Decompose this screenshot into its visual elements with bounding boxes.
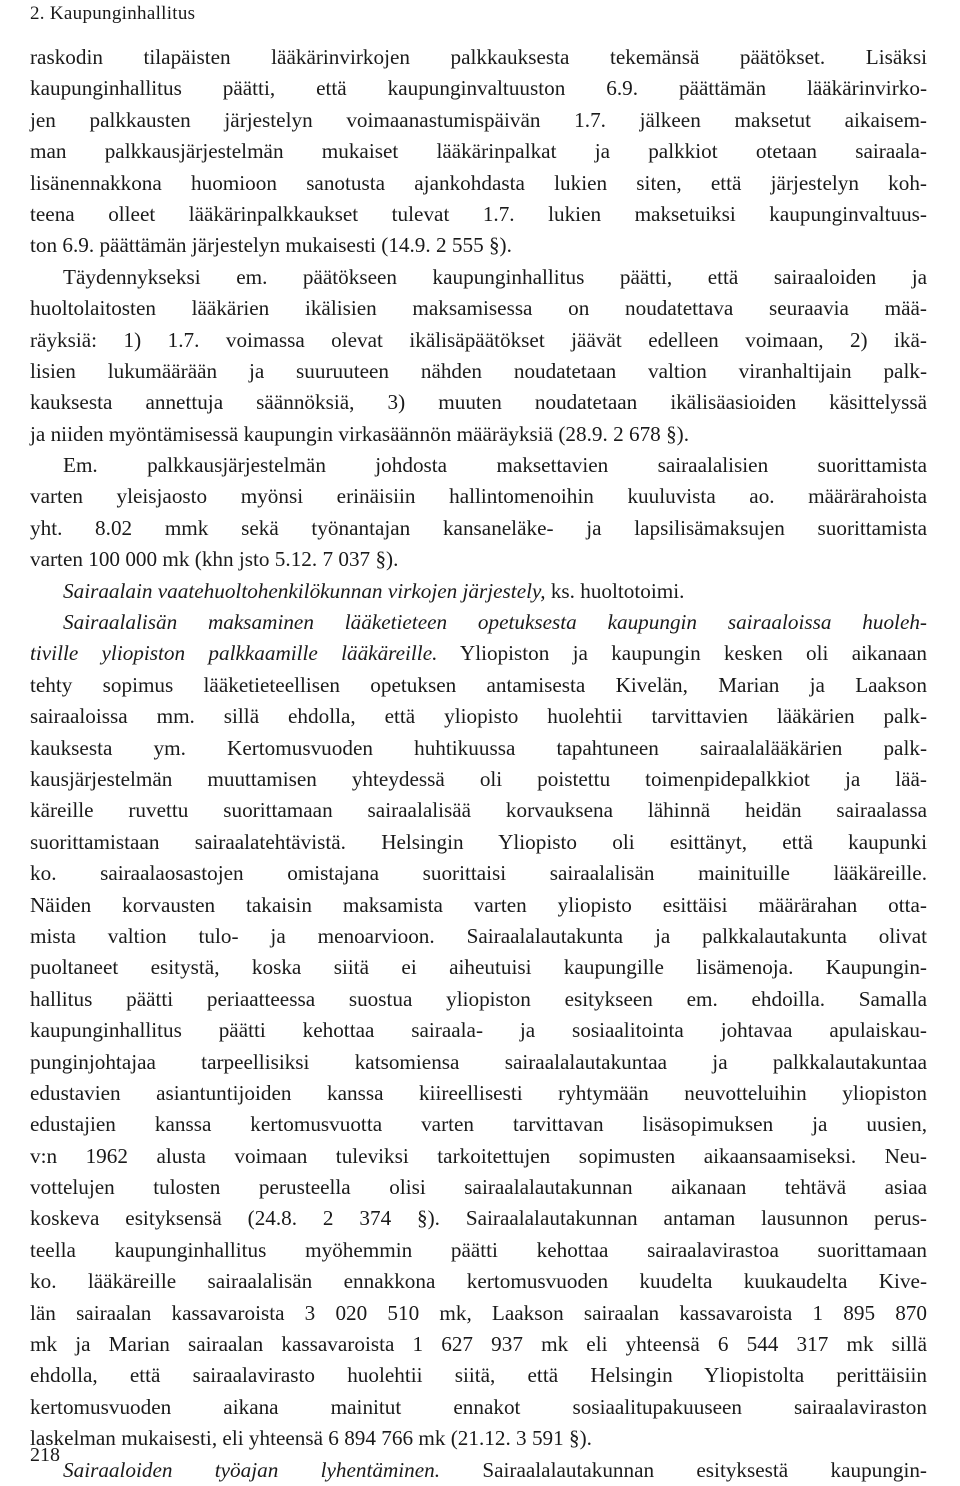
text-line xyxy=(30,1360,927,1391)
text-line xyxy=(30,325,927,356)
line-text: jen palkkausten järjestelyn voimaanastumispäivän 1.7. jälkeen maksetut aikaisem- xyxy=(30,107,927,132)
line-text: teena olleet lääkärinpalkkaukset tulevat 1.7. lukien maksetuiksi kaupunginvaltuus- xyxy=(30,201,927,226)
running-head: 2. Kaupunginhallitus xyxy=(30,3,196,24)
line-text: Yliopiston ja kaupungin kesken oli aikanaan xyxy=(437,641,927,666)
text-line xyxy=(30,1109,927,1140)
body-text xyxy=(30,42,927,1486)
italic-heading: Sairaalalisän maksaminen lääketieteen opetuksesta kaupungin sairaaloissa huoleh- xyxy=(63,610,927,635)
text-line xyxy=(30,670,927,701)
text-line xyxy=(30,450,927,481)
text-line xyxy=(30,890,927,921)
text-line xyxy=(30,1266,927,1297)
line-text: varten yleisjaosto myönsi erinäisiin hallintomenoihin kuuluvista ao. määrärahoista xyxy=(30,484,927,509)
text-line xyxy=(30,1235,927,1266)
line-text: punginjohtajaa tarpeellisiksi katsomiensa sairaalalautakuntaa ja palkkalautakuntaa xyxy=(30,1049,927,1074)
line-text: kausjärjestelmän muuttamisen yhteydessä oli poistettu toimenpidepalkkiot ja lää- xyxy=(30,766,927,791)
text-line xyxy=(30,293,927,324)
text-line xyxy=(30,984,927,1015)
text-line xyxy=(30,764,927,795)
line-text: huoltolaitosten lääkärien ikälisien maksamisessa on noudatettava seuraavia mää- xyxy=(30,296,927,321)
text-line xyxy=(30,42,927,73)
line-text: Näiden korvausten takaisin maksamista varten yliopisto esittäisi määrärahan otta- xyxy=(30,892,927,917)
line-text: vottelujen tulosten perusteella olisi sairaalalautakunnan aikanaan tehtävä asiaa xyxy=(30,1175,927,1200)
text-line xyxy=(30,607,927,638)
line-text: ehdolla, että sairaalavirasto huolehtii siitä, että Helsingin Yliopistolta perittäisiin xyxy=(30,1363,927,1388)
line-text: man palkkausjärjestelmän mukaiset lääkärinpalkat ja palkkiot otetaan sairaala- xyxy=(30,139,927,164)
line-text: laskelman mukaisesti, eli yhteensä 6 894 766 mk (21.12. 3 591 §). xyxy=(30,1426,592,1451)
text-line xyxy=(30,701,927,732)
line-text: edustajien kanssa kertomusvuotta varten tarvittavan lisäsopimuksen ja uusien, xyxy=(30,1112,927,1137)
line-text: Em. palkkausjärjestelmän johdosta maksettavien sairaalalisien suorittamista xyxy=(63,453,927,478)
italic-heading: Sairaalain vaatehuoltohenkilökunnan virkojen järjestely, xyxy=(63,578,546,603)
text-line xyxy=(30,1172,927,1203)
text-line xyxy=(30,827,927,858)
text-line xyxy=(30,199,927,230)
line-text: yht. 8.02 mmk sekä työnantajan kansaneläke- ja lapsilisämaksujen suorittamista xyxy=(30,515,927,540)
text-line xyxy=(30,136,927,167)
line-text: mista valtion tulo- ja menoarvioon. Sairaalalautakunta ja palkkalautakunta olivat xyxy=(30,923,927,948)
line-text: län sairaalan kassavaroista 3 020 510 mk, Laakson sairaalan kassavaroista 1 895 870 xyxy=(30,1300,927,1325)
line-text: kauksesta ym. Kertomusvuoden huhtikuussa tapahtuneen sairaalalääkärien palk- xyxy=(30,735,927,760)
line-text: mk ja Marian sairaalan kassavaroista 1 627 937 mk eli yhteensä 6 544 317 mk sillä xyxy=(30,1332,927,1357)
text-line xyxy=(30,230,927,261)
line-text: lisänennakkona huomioon sanotusta ajankohdasta lukien siten, että järjestelyn koh- xyxy=(30,170,927,195)
line-text: ko. sairaalaosastojen omistajana suorittaisi sairaalalisän mainituille lääkäreille. xyxy=(30,861,927,886)
text-line xyxy=(30,1047,927,1078)
text-line xyxy=(30,795,927,826)
line-text: tehty sopimus lääketieteellisen opetuksen antamisesta Kivelän, Marian ja Laakson xyxy=(30,672,927,697)
line-text: kertomusvuoden aikana mainitut ennakot sosiaalitupakuuseen sairaalaviraston xyxy=(30,1394,927,1419)
text-line xyxy=(30,1141,927,1172)
line-text: käreille ruvettu suorittamaan sairaalalisää korvauksena lähinnä heidän sairaalassa xyxy=(30,798,927,823)
text-line xyxy=(30,262,927,293)
text-line xyxy=(30,73,927,104)
line-text: kauksesta annettuja säännöksiä, 3) muuten noudatetaan ikälisäasioiden käsittelyssä xyxy=(30,390,927,415)
line-text: suorittamistaan sairaalatehtävistä. Helsingin Yliopisto oli esittänyt, että kaupunki xyxy=(30,829,927,854)
line-text: kaupunginhallitus päätti kehottaa sairaala- ja sosiaalitointa johtavaa apulaiskau- xyxy=(30,1018,927,1043)
line-text: lisien lukumäärään ja suuruuteen nähden noudatetaan valtion viranhaltijain palk- xyxy=(30,358,927,383)
text-line xyxy=(30,733,927,764)
text-line xyxy=(30,481,927,512)
text-line xyxy=(30,1423,927,1454)
line-text: hallitus päätti periaatteessa suostua yliopiston esitykseen em. ehdoilla. Samalla xyxy=(30,986,927,1011)
line-text: räyksiä: 1) 1.7. voimassa olevat ikälisäpäätökset jäävät edelleen voimaan, 2) ikä- xyxy=(30,327,927,352)
line-text: ko. lääkäreille sairaalalisän ennakkona kertomusvuoden kuudelta kuukaudelta Kive- xyxy=(30,1269,927,1294)
line-text: kaupunginhallitus päätti, että kaupunginvaltuuston 6.9. päättämän lääkärinvirko- xyxy=(30,76,927,101)
text-line xyxy=(30,419,927,450)
line-text: Sairaalalautakunnan esityksestä kaupungin- xyxy=(440,1457,927,1482)
text-line xyxy=(30,105,927,136)
line-text: edustavien asiantuntijoiden kanssa kiireellisesti ryhtymään neuvotteluihin yliopiston xyxy=(30,1080,927,1105)
text-line xyxy=(30,1298,927,1329)
text-line xyxy=(30,638,927,669)
text-line xyxy=(30,1015,927,1046)
text-line xyxy=(30,387,927,418)
line-text: Täydennykseksi em. päätökseen kaupunginhallitus päätti, että sairaaloiden ja xyxy=(63,264,927,289)
text-line xyxy=(30,858,927,889)
text-line xyxy=(30,513,927,544)
text-line xyxy=(30,576,927,607)
text-line xyxy=(30,168,927,199)
line-text: ks. huoltotoimi. xyxy=(545,578,685,603)
text-line xyxy=(30,1203,927,1234)
text-line xyxy=(30,1455,927,1486)
italic-heading: tiville yliopiston palkkaamille lääkäreille. xyxy=(30,641,438,666)
line-text: varten 100 000 mk (khn jsto 5.12. 7 037 §). xyxy=(30,547,399,572)
line-text: ja niiden myöntämisessä kaupungin virkasäännön määräyksiä (28.9. 2 678 §). xyxy=(30,421,690,446)
line-text: koskeva esityksensä (24.8. 2 374 §). Sairaalalautakunnan antaman lausunnon perus- xyxy=(30,1206,927,1231)
line-text: puoltaneet esitystä, koska siitä ei aiheutuisi kaupungille lisämenoja. Kaupungin- xyxy=(30,955,927,980)
line-text: sairaaloissa mm. sillä ehdolla, että yliopisto huolehtii tarvittavien lääkärien palk- xyxy=(30,704,927,729)
text-line xyxy=(30,921,927,952)
text-line xyxy=(30,356,927,387)
page-number: 218 xyxy=(30,1444,60,1466)
line-text: raskodin tilapäisten lääkärinvirkojen palkkauksesta tekemänsä päätökset. Lisäksi xyxy=(30,45,927,69)
line-text: ton 6.9. päättämän järjestelyn mukaisesti (14.9. 2 555 §). xyxy=(30,233,512,258)
line-text: v:n 1962 alusta voimaan tuleviksi tarkoitettujen sopimusten aikaansaamiseksi. Neu- xyxy=(30,1143,927,1168)
text-line xyxy=(30,952,927,983)
italic-heading: Sairaaloiden työajan lyhentäminen. xyxy=(63,1457,441,1482)
text-line xyxy=(30,1078,927,1109)
line-text: teella kaupunginhallitus myöhemmin päätti kehottaa sairaalavirastoa suorittamaan xyxy=(30,1237,927,1262)
text-line xyxy=(30,1392,927,1423)
text-line xyxy=(30,544,927,575)
text-line xyxy=(30,1329,927,1360)
